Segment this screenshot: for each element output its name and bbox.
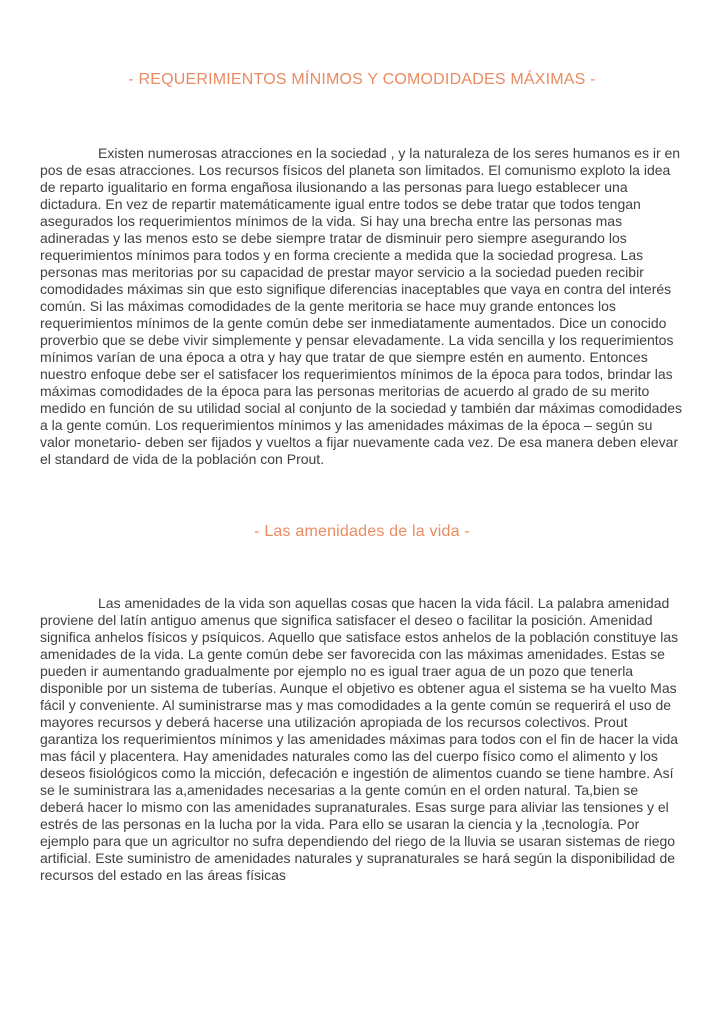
section-requerimientos-minimos — [40, 70, 684, 468]
section-amenidades-vida — [40, 522, 684, 884]
section-heading-amenidades: - Las amenidades de la vida - — [254, 523, 470, 540]
section-heading-requerimientos: - REQUERIMIENTOS MÍNIMOS Y COMODIDADES MÁXIMAS - — [128, 71, 596, 88]
section-paragraph-amenidades: Las amenidades de la vida son aquellas cosas que hacen la vida fácil. La palabra amenidad proviene del latín antiguo amenus que significa satisfacer el deseo o facilitar la posición. Amenidad significa anhelos físicos y psíquicos. Aquello que satisface estos anhelos de la población constituye las amenidades de la vida. La gente común debe ser favorecida con las máximas amenidades. Estas se pueden ir aumentando gradualmente por ejemplo no es igual traer agua de un pozo que tenerla disponible por un sistema de tuberías. Aunque el objetivo es obtener agua el sistema se ha vuelto Mas fácil y conveniente. Al suministrarse mas y mas comodidades a la gente común se requerirá el uso de mayores recursos y deberá hacerse una utilización apropiada de los recursos colectivos. Prout garantiza los requerimientos mínimos y las amenidades máximas para todos con el fin de hacer la vida mas fácil y placentera. Hay amenidades naturales como las del cuerpo físico como el alimento y los deseos fisiológicos como la micción, defecación e ingestión de alimentos cuando se tiene hambre. Así se le suministrara las a,amenidades necesarias a la gente común en el orden natural. Ta,bien se deberá hacer lo mismo con las amenidades supranaturales. Esas surge para aliviar las tensiones y el estrés de las personas en la lucha por la vida. Para ello se usaran la ciencia y la ,tecnología. Por ejemplo para que un agricultor no sufra dependiendo del riego de la lluvia se usaran sistemas de riego artificial. Este suministro de amenidades naturales y supranaturales se hará según la disponibilidad de recursos del estado en las áreas físicas — [40, 595, 679, 883]
section-paragraph-requerimientos: Existen numerosas atracciones en la sociedad , y la naturaleza de los seres humanos es ir en pos de esas atracciones. Los recursos físicos del planeta son limitados. El comunismo exploto la idea de reparto igualitario en forma engañosa ilusionando a las personas para luego establecer una dictadura. En vez de repartir matemáticamente igual entre todos se debe tratar que todos tengan asegurados los requerimientos mínimos de la vida. Si hay una brecha entre las personas mas adineradas y las menos esto se debe siempre tratar de disminuir pero siempre asegurando los requerimientos mínimos para todos y en forma creciente a medida que la sociedad progresa. Las personas mas meritorias por su capacidad de prestar mayor servicio a la sociedad pueden recibir comodidades máximas sin que esto signifique diferencias inaceptables que vaya en contra del interés común. Si las máximas comodidades de la gente meritoria se hace muy grande entonces los requerimientos mínimos de la gente común debe ser inmediatamente aumentados. Dice un conocido proverbio que se debe vivir simplemente y pensar elevadamente. La vida sencilla y los requerimientos mínimos varían de una época a otra y hay que tratar de que siempre estén en aumento. Entonces nuestro enfoque debe ser el satisfacer los requerimientos mínimos de la época para todos, brindar las máximas comodidades de la época para las personas meritorias de acuerdo al grado de su merito medido en función de su utilidad social al conjunto de la sociedad y también dar máximas comodidades a la gente común. Los requerimientos mínimos y las amenidades máximas de la época – según su valor monetario- deben ser fijados y vueltos a fijar nuevamente cada vez. De esa manera deben elevar el standard de vida de la población con Prout. — [40, 145, 683, 467]
